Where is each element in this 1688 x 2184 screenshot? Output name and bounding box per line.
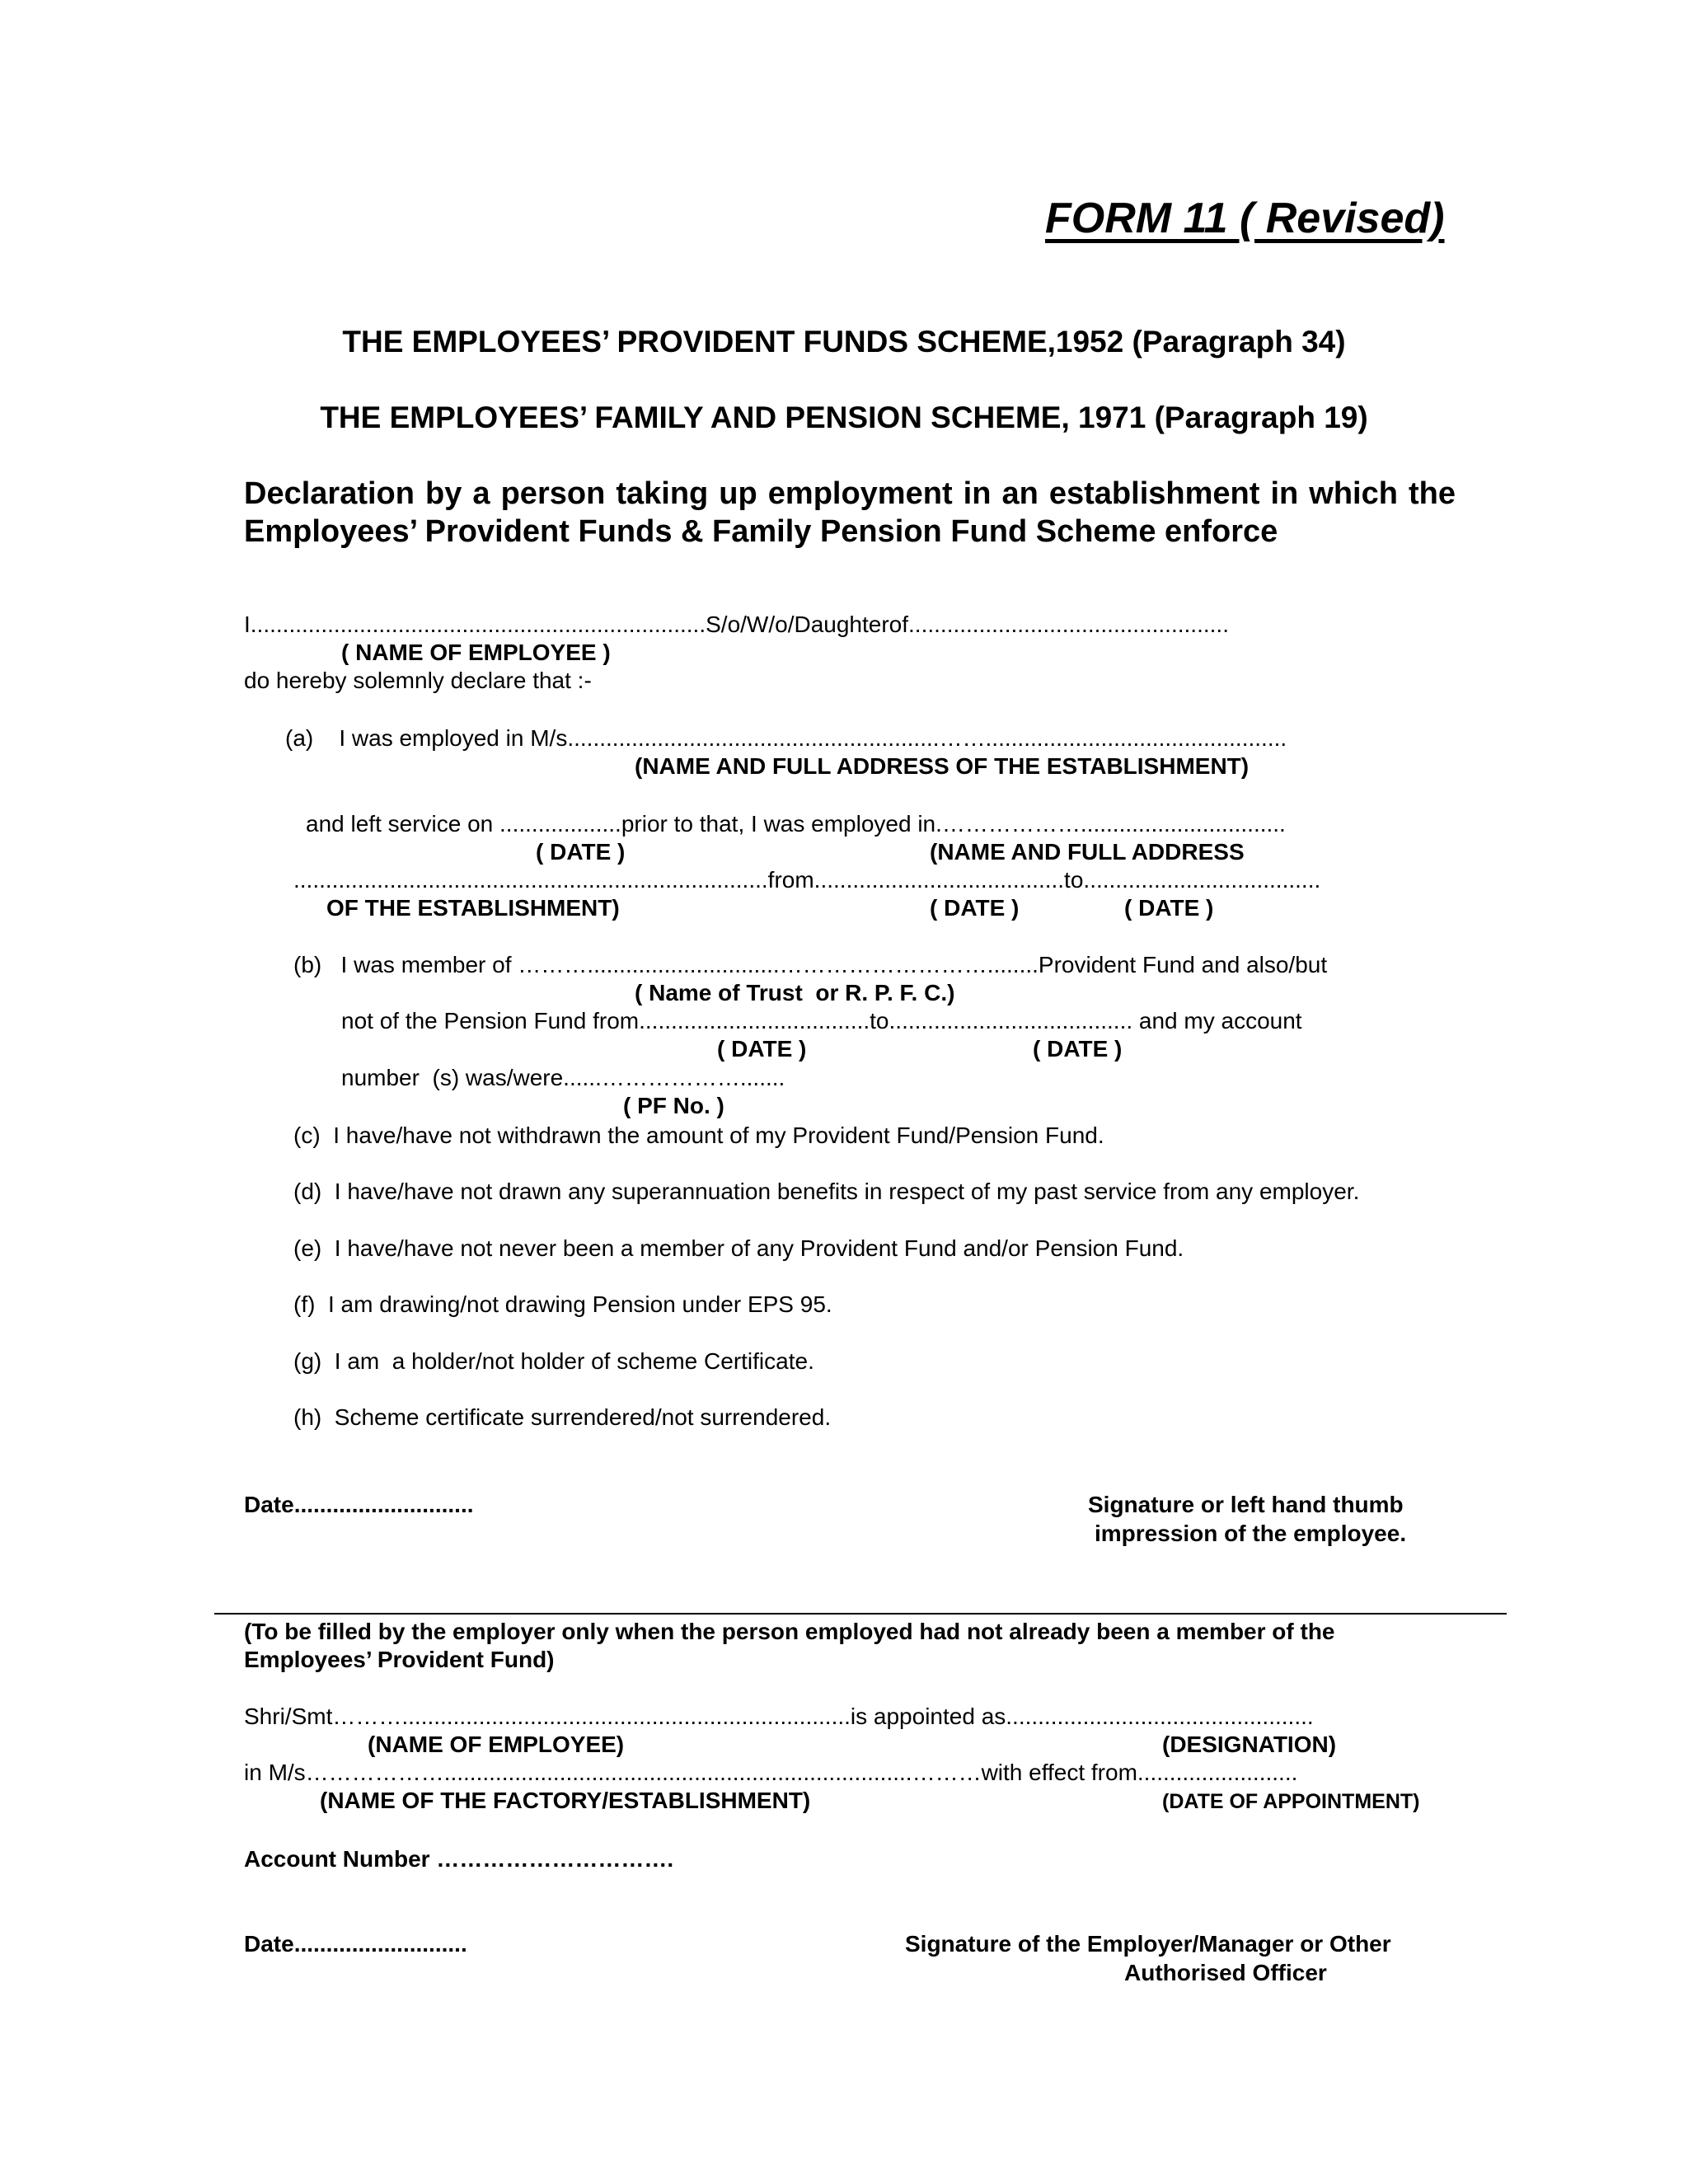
scheme-title-provident: THE EMPLOYEES’ PROVIDENT FUNDS SCHEME,1952 (Paragraph 34) [342, 325, 1346, 359]
prior-establishment-label: (NAME AND FULL ADDRESS [930, 839, 1245, 865]
appointment-line: Shri/Smt………......................................................................is appointed as................................................ [244, 1704, 1314, 1729]
employer-account-number: Account Number …………………………. [244, 1846, 674, 1872]
pension-to-date-label: ( DATE ) [1033, 1036, 1123, 1062]
establishment-name-label: (NAME AND FULL ADDRESS OF THE ESTABLISHMENT) [635, 753, 1250, 779]
employer-signature-label: Signature of the Employer/Manager or Other [905, 1931, 1391, 1957]
declaration-title: Declaration by a person taking up employment in an establishment in which the Employees’ Provident Funds & Family Pension Fund Scheme enforce [244, 476, 1456, 549]
employee-intro-line: I.......................................................................S/o/W/o/Daughterof.................................................. [244, 612, 1229, 637]
item-g: (g) I am a holder/not holder of scheme Certificate. [293, 1348, 814, 1374]
employee-signature-label: Signature or left hand thumb [1088, 1492, 1404, 1517]
item-f: (f) I am drawing/not drawing Pension under EPS 95. [293, 1291, 832, 1317]
to-date-label: ( DATE ) [1124, 895, 1214, 921]
item-e: (e) I have/have not never been a member of any Provident Fund and/or Pension Fund. [293, 1235, 1184, 1261]
item-a-line: (a) I was employed in M/s..........................................................……............................................... [285, 725, 1287, 751]
scheme-title-pension: THE EMPLOYEES’ FAMILY AND PENSION SCHEME, 1971 (Paragraph 19) [320, 401, 1368, 434]
from-date-label: ( DATE ) [930, 895, 1020, 921]
designation-label: (DESIGNATION) [1162, 1732, 1337, 1757]
establishment-close-label: OF THE ESTABLISHMENT) [326, 895, 620, 921]
employee-signature-label-2: impression of the employee. [1095, 1521, 1407, 1546]
section-divider [214, 1613, 1507, 1615]
item-h: (h) Scheme certificate surrendered/not surrendered. [293, 1404, 832, 1430]
appointment-date-label: (DATE OF APPOINTMENT) [1162, 1790, 1420, 1813]
employee-date-field: Date............................ [244, 1492, 474, 1517]
item-d: (d) I have/have not drawn any superannuation benefits in respect of my past service from any employer. [293, 1179, 1360, 1204]
factory-line: in M/s……………….........................................................................………with effect from......................... [244, 1760, 1298, 1785]
appointee-name-label: (NAME OF EMPLOYEE) [368, 1732, 625, 1757]
pf-number-label: ( PF No. ) [623, 1093, 724, 1118]
pension-fund-line: not of the Pension Fund from....................................to...................................... and my account [341, 1008, 1302, 1033]
pension-from-date-label: ( DATE ) [717, 1036, 807, 1062]
left-date-label: ( DATE ) [536, 839, 626, 865]
declare-line: do hereby solemnly declare that :- [244, 668, 592, 693]
account-number-line: number (s) was/were......………………....... [341, 1065, 785, 1090]
employer-note-2: Employees’ Provident Fund) [244, 1647, 555, 1672]
employee-name-label: ( NAME OF EMPLOYEE ) [341, 640, 611, 665]
employer-note: (To be filled by the employer only when the person employed had not already been a member of the [244, 1619, 1335, 1644]
left-service-line: and left service on ...................prior to that, I was employed in.………………................................ [306, 811, 1286, 837]
employer-date-field: Date........................... [244, 1931, 467, 1957]
form-title: FORM 11 ( Revised) [1045, 194, 1445, 242]
prior-period-line: ..........................................................................from.......................................to..................................... [293, 867, 1321, 893]
item-b-line: (b) I was member of ………..............................………………………........Provident Fund and also/but [293, 952, 1328, 977]
factory-name-label: (NAME OF THE FACTORY/ESTABLISHMENT) [320, 1788, 811, 1813]
item-c: (c) I have/have not withdrawn the amount of my Provident Fund/Pension Fund. [293, 1122, 1104, 1148]
employer-signature-label-2: Authorised Officer [1124, 1960, 1327, 1985]
trust-name-label: ( Name of Trust or R. P. F. C.) [635, 980, 955, 1005]
